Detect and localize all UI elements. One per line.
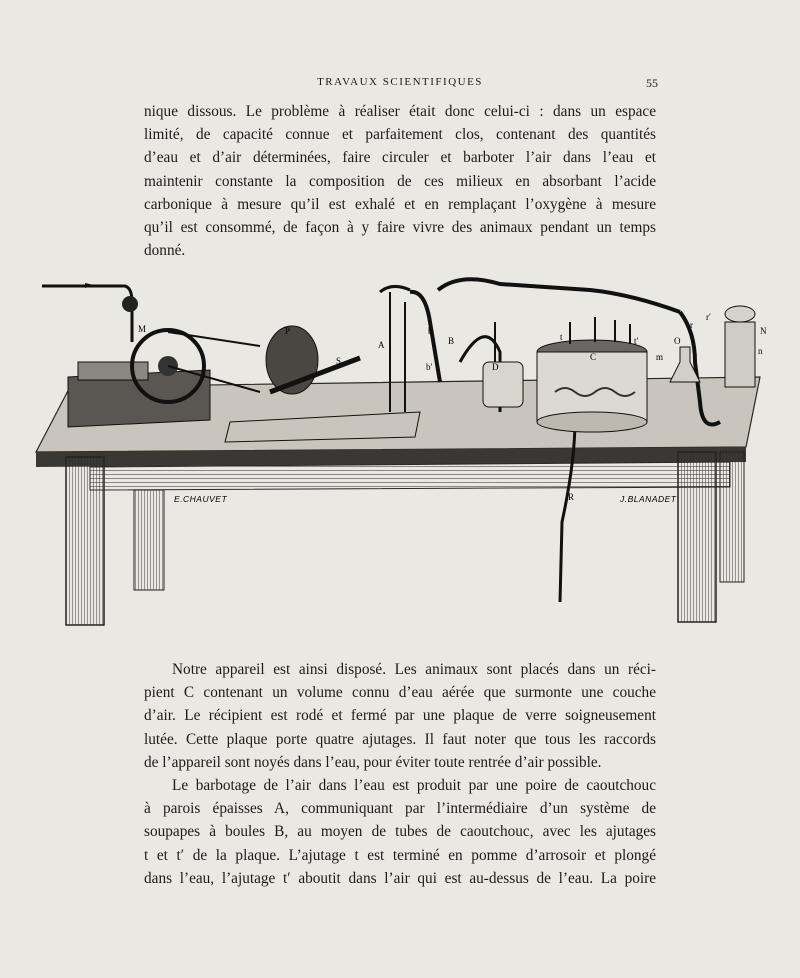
apparatus-engraving	[30, 262, 770, 632]
figure-label-R: R	[568, 492, 575, 502]
figure-label-S: S	[336, 356, 342, 366]
text-line: donné.	[144, 242, 186, 260]
figure-label-M: M	[138, 324, 147, 334]
engraver-signature-left: E.CHAUVET	[174, 494, 228, 504]
text-line: Le barbotage de l’air dans l’eau est produit par une poire de caoutchouc	[172, 777, 656, 795]
paragraph-top	[144, 100, 656, 262]
text-line: dans l’eau, l’ajutage t′ aboutit dans l’air qui est au-dessus de l’eau. La poire	[144, 869, 656, 887]
vessel-C	[537, 317, 647, 432]
text-line: lutée. Cette plaque porte quatre ajutages. Il faut noter que tous les raccords	[144, 730, 656, 748]
figure-label-D: D	[492, 362, 499, 372]
page-number: 55	[646, 76, 658, 90]
text-line: d’eau et d’air déterminées, faire circuler et barboter l’air dans l’eau et	[144, 149, 656, 167]
text-line: maintenir constante la composition de ces milieux en absorbant l’acide	[144, 172, 656, 190]
text-line: carbonique à mesure qu’il est exhalé et en remplaçant l’oxygène à mesure	[144, 195, 656, 213]
figure-label-A: A	[378, 340, 385, 350]
text-line: Notre appareil est ainsi disposé. Les animaux sont placés dans un réci-	[172, 661, 656, 678]
text-line: pient C contenant un volume connu d’eau aérée que surmonte une couche	[144, 684, 656, 702]
paragraphs-bottom	[144, 658, 656, 890]
bottle-N	[725, 306, 755, 387]
text-line: qu’il est consommé, de façon à y faire vivre des animaux pendant un temps	[144, 219, 656, 237]
figure-label-t-prime: t′	[634, 336, 639, 346]
figure-label-n: n	[758, 346, 763, 356]
figure-label-B: B	[448, 336, 455, 346]
flask-D	[483, 322, 523, 407]
figure-label-b: b	[428, 326, 433, 336]
text-line: limité, de capacité connue et parfaitement clos, contenant des quantités	[144, 126, 656, 144]
figure-label-P: P	[285, 326, 291, 336]
air-inlet-tube	[42, 283, 138, 342]
running-title: TRAVAUX SCIENTIFIQUES	[317, 76, 483, 88]
engraver-signature-right: J.BLANADET	[620, 494, 677, 504]
figure-label-C: C	[590, 352, 597, 362]
running-head	[0, 76, 800, 92]
text-line: soupapes à boules B, au moyen de tubes de caoutchouc, avec les ajutages	[144, 823, 656, 841]
figure-label-t: t	[560, 332, 563, 342]
text-line: de l’appareil sont noyés dans l’eau, pour éviter toute rentrée d’air possible.	[144, 753, 602, 771]
text-line: t et t′ de la plaque. L’ajutage t est terminé en pomme d’arrosoir et plongé	[144, 846, 656, 864]
figure-label-r: r	[690, 320, 693, 330]
figure-label-b-prime: b′	[426, 362, 433, 372]
figure-label-O: O	[674, 336, 681, 346]
figure-label-m: m	[656, 352, 664, 362]
figure-label-r-prime: r′	[706, 312, 711, 322]
text-line: nique dissous. Le problème à réaliser était donc celui-ci : dans un espace	[144, 103, 656, 120]
figure-label-N: N	[760, 326, 767, 336]
text-line: à parois épaisses A, communiquant par l’intermédiaire d’un système de	[144, 800, 656, 818]
text-line: d’air. Le récipient est rodé et fermé par une plaque de verre soigneusement	[144, 707, 656, 725]
